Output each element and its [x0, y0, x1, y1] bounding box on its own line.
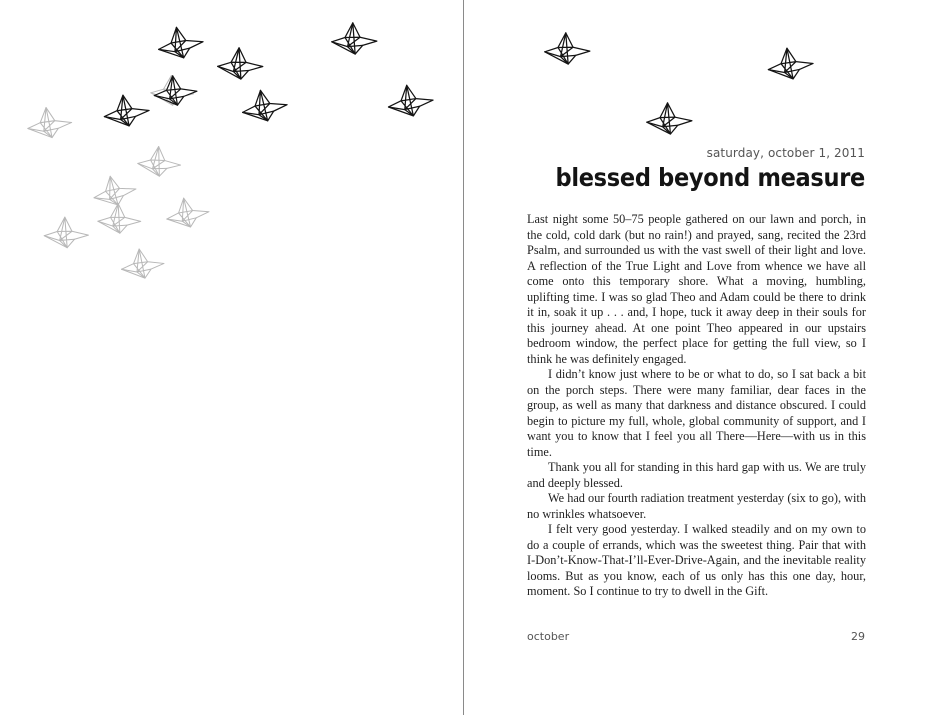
origami-crane-icon — [154, 21, 207, 62]
body-paragraph: We had our fourth radiation treatment yesterday (six to go), with no wrinkles whatsoever. — [527, 491, 866, 521]
origami-crane-icon — [101, 90, 153, 129]
running-footer-section: october — [527, 630, 570, 643]
origami-crane-icon — [644, 99, 695, 137]
post-date: saturday, october 1, 2011 — [706, 146, 865, 160]
body-paragraph: I felt very good yesterday. I walked steadily and on my own to do a couple of errands, which was the sweetest thing. Pair that with I-Don’t-Know-That-I’ll-Ever-Drive-Again, and the inevitable reality looms. But as you know, each of us only has this one day, hour, moment. So I continue to try to dwell in the Gift. — [527, 522, 866, 598]
body-paragraph: I didn’t know just where to be or what to do, so I sat back a bit on the porch steps. There were many familiar, dear faces in the group, as well as many that darkness and distance obscured. I could begin to picture my full, whole, global community of support, and I want you to know that I feel you all There—Here—with us in this time. — [527, 367, 866, 459]
origami-crane-icon — [135, 142, 186, 181]
post-title: blessed beyond measure — [555, 163, 865, 192]
body-paragraph: Last night some 50–75 people gathered on our lawn and porch, in the cold, cold dark (but no rain!) and prayed, sang, recited the 23rd Psalm, and surrounded us with the vast swell of their light and love. A reflection of the True Light and Love from whence we have all come onto this temporary shore. What a moving, humbling, uplifting time. I was so glad Theo and Adam could be there to drink it in, soak it up . . . and, I hope, tuck it away deep in their souls for this journey ahead. At one point Theo appeared in our upstairs bedroom window, the perfect place for getting the full view, so I think he was definitely engaged. — [527, 212, 866, 366]
post-body — [527, 212, 866, 600]
origami-crane-icon — [385, 80, 438, 120]
body-paragraph: Thank you all for standing in this hard gap with us. We are truly and deeply blessed. — [527, 460, 866, 490]
page-gutter — [463, 0, 464, 715]
origami-crane-icon — [765, 43, 817, 82]
origami-crane-icon — [163, 193, 214, 232]
origami-crane-icon — [238, 84, 291, 125]
origami-crane-icon — [24, 103, 75, 142]
origami-crane-icon — [118, 244, 168, 281]
page-number: 29 — [851, 630, 865, 643]
origami-crane-icon — [95, 199, 145, 236]
origami-crane-icon — [215, 43, 267, 82]
origami-crane-icon — [152, 72, 201, 108]
origami-crane-icon — [42, 213, 93, 251]
origami-crane-icon — [329, 19, 381, 58]
origami-crane-icon — [542, 29, 594, 68]
